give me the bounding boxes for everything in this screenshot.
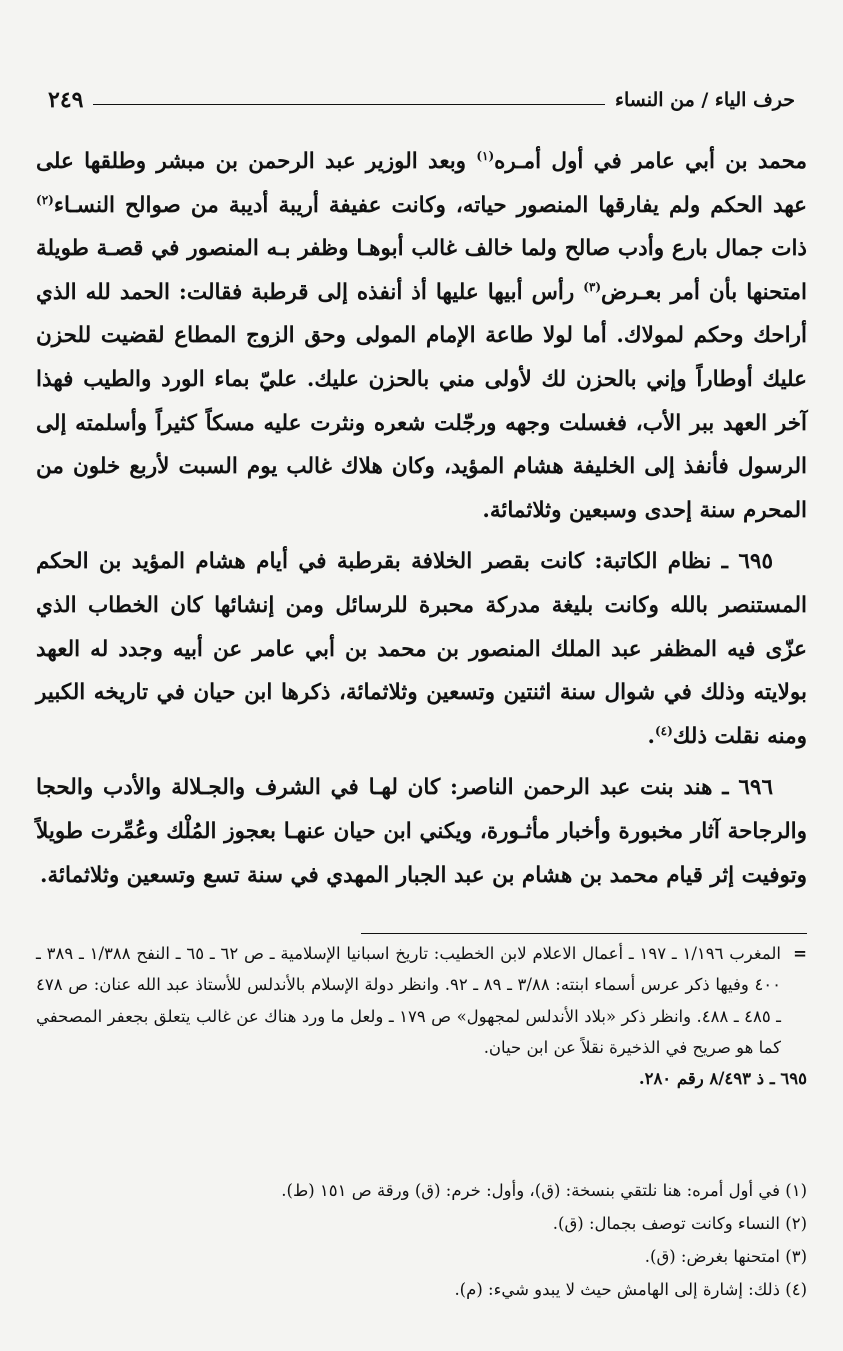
footnote-separator xyxy=(361,933,807,934)
reference-continuation xyxy=(36,938,807,1063)
page-number: ٢٤٩ xyxy=(48,87,84,113)
reference-text: المغرب ١/١٩٦ ـ ١٩٧ ـ أعمال الاعلام لابن الخطيب: تاريخ اسبانيا الإسلامية ـ ص ٦٢ ـ ٦٥ ـ النفح ١/٣٨٨ ـ ٣٨٩ ـ ٤٠٠ وفيها ذكر عرس أسماء ابنته: ٣/٨٨ ـ ٨٩ ـ ٩٢. وانظر دولة الإسلام بالأندلس للأستاذ عبد الله عنان: ص ٤٧٨ ـ ٤٨٥ ـ ٤٨٨. وانظر ذكر «بلاد الأندلس لمجهول» ص ١٧٩ ـ ولعل ما ورد هناك عن غالب يتعلق بجعفر المصحفي كما هو صريح في الذخيرة نقلاً عن ابن حيان. xyxy=(36,944,782,1057)
footnote-1: (١) في أول أمره: هنا نلتقي بنسخة: (ق)، وأول: خرم: (ق) ورقة ص ١٥١ (ط). xyxy=(281,1181,807,1200)
footnote-ref-4: (٤) xyxy=(654,723,673,738)
footnote-ref-2: (٢) xyxy=(36,192,54,207)
footnote-ref-3: (٣) xyxy=(583,279,602,294)
text-span: وبعد الوزير عبد الرحمن بن مبشر وطلقها على عهد الحكم ولم يفارقها المنصور حياته، وكانت عفيفة أريبة أديبة من صوالح النسـاء xyxy=(36,149,807,218)
continuation-mark: = xyxy=(793,944,807,963)
text-span: ٦٩٥ ـ نظام الكاتبة: كانت بقصر الخلافة بقرطبة في أيام هشام المؤيد بن الحكم المستنصر بالله وكانت بليغة مدركة محبرة للرسائل ومن إنشائها كان الخطاب الذي عزّى فيه المظفر عبد الملك المنصور بن محمد بن أبي عامر عن أبيه وجدد له العهد بولايته وذلك في شوال سنة اثنتين وتسعين وثلاثمائة، ذكرها ابن حيان في تاريخه الكبير ومنه نقلت ذلك xyxy=(36,549,807,749)
footnotes xyxy=(36,1174,807,1306)
footnote-4: (٤) ذلك: إشارة إلى الهامش حيث لا يبدو شيء: (م). xyxy=(454,1280,807,1299)
entry-695 xyxy=(36,540,807,758)
text-span: ذات جمال بارع وأدب صالح ولما خالف غالب أبوهـا وظفر بـه المنصور في قصـة طويلة امتحنها بأن أمر بعـرض xyxy=(36,236,807,305)
footnote-2: (٢) النساء وكانت توصف بجمال: (ق). xyxy=(552,1214,807,1233)
paragraph-gap xyxy=(36,758,807,766)
entry-696: ٦٩٦ ـ هند بنت عبد الرحمن الناصر: كان لهـا في الشرف والجـلالة والأدب والحجا والرجاحة آثار مخبورة وأخبار مأثـورة، ويكني ابن حيان عنهـا بعجوز المُلْك وعُمِّرت طويلاً وتوفيت إثر قيام محمد بن هشام بن عبد الجبار المهدي في سنة تسع وتسعين وثلاثمائة. xyxy=(36,775,807,888)
footnote-3: (٣) امتحنها بغرض: (ق). xyxy=(644,1247,807,1266)
header-rule xyxy=(93,104,605,105)
main-text xyxy=(36,140,807,897)
footnote-ref-1: (١) xyxy=(476,148,495,163)
running-header xyxy=(48,82,795,118)
reference-entry-695: ٦٩٥ ـ ذ ٨/٤٩٣ رقم ٢٨٠. xyxy=(638,1069,807,1089)
references-block xyxy=(36,938,807,1094)
running-title: حرف الياء / من النساء xyxy=(615,89,795,111)
text-span: محمد بن أبي عامر في أول أمـره xyxy=(494,149,807,174)
text-span: رأس أبيها عليها أذ أنفذه إلى قرطبة فقالت: الحمد لله الذي أراحك وحكم لمولاك. أما لولا طاعة الإمام المولى وحق الزوج المطاع لقضيت للحزن عليك أوطاراً وإني بالحزن لك لأولى مني بالحزن عليك. عليّ بماء الورد والطيب فهذا آخر العهد ببر الأب، فغسلت وجهه ورجّلت شعره ونثرت عليه مسكاً كثيراً وأسلمته إلى الرسول فأنفذ إلى الخليفة هشام المؤيد، وكان هلاك غالب يوم السبت لأربع خلون من المحرم سنة إحدى وسبعين وثلاثمائة. xyxy=(36,279,807,523)
text-span: . xyxy=(647,723,655,749)
paragraph-continuation xyxy=(36,140,807,532)
paragraph-gap xyxy=(36,532,807,540)
